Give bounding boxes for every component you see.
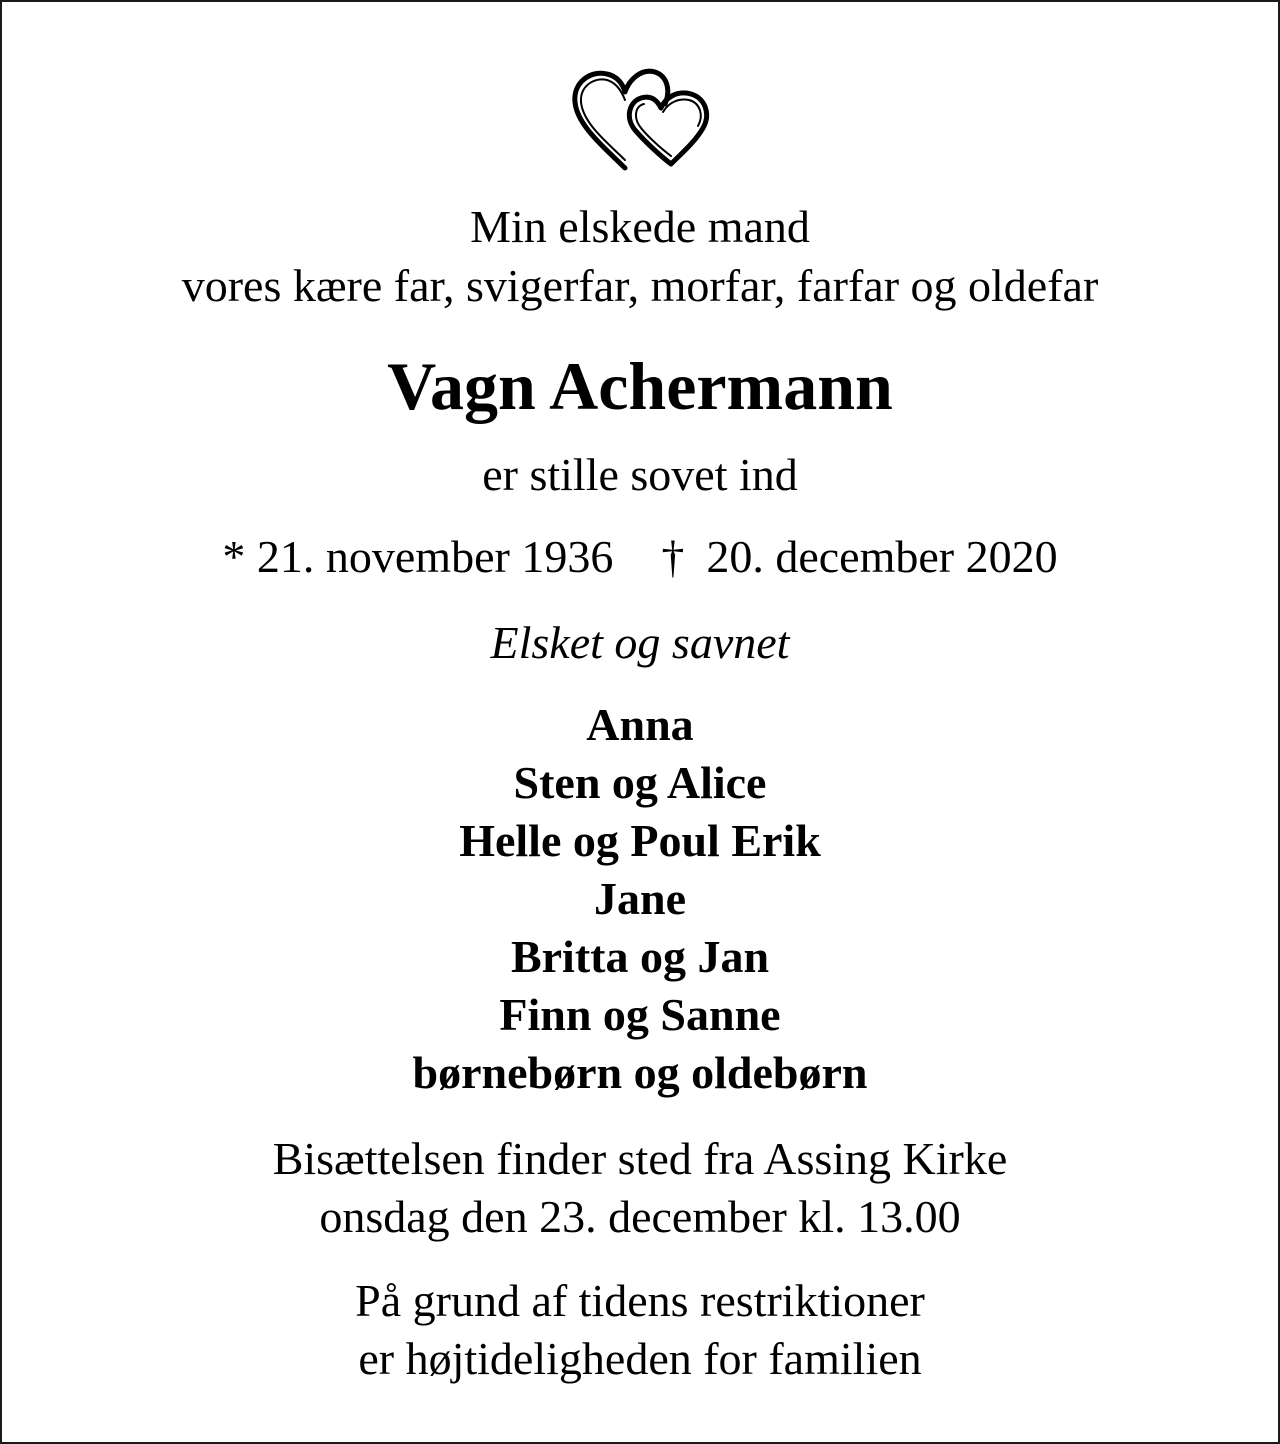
- birth-date: 21. november 1936: [256, 531, 614, 582]
- death-date: 20. december 2020: [706, 531, 1058, 582]
- restriction-note-line-1: På grund af tidens restriktioner: [355, 1275, 925, 1326]
- restriction-note-line-2: er højtideligheden for familien: [358, 1333, 922, 1384]
- family-member: Britta og Jan: [510, 931, 770, 982]
- family-member: børnebørn og oldebørn: [412, 1047, 868, 1098]
- motto: Elsket og savnet: [490, 617, 790, 668]
- funeral-location: Bisættelsen finder sted fra Assing Kirke: [272, 1133, 1008, 1184]
- intro-line-2: vores kære far, svigerfar, morfar, farfar og oldefar: [181, 260, 1099, 311]
- life-dates: [2, 528, 1278, 586]
- family-member: Finn og Sanne: [499, 989, 781, 1040]
- family-member: Sten og Alice: [513, 757, 767, 808]
- family-member: Helle og Poul Erik: [459, 815, 821, 866]
- family-member: Anna: [586, 699, 694, 750]
- passing-statement: er stille sovet ind: [482, 449, 798, 500]
- birth-symbol: *: [222, 531, 246, 582]
- death-symbol: †: [661, 531, 685, 582]
- intertwined-hearts-icon: [567, 64, 717, 174]
- family-list: [2, 696, 1278, 1102]
- funeral-time: onsdag den 23. december kl. 13.00: [319, 1191, 961, 1242]
- deceased-name: Vagn Achermann: [387, 348, 893, 424]
- family-member: Jane: [594, 873, 686, 924]
- intro-line-1: Min elskede mand: [470, 201, 810, 252]
